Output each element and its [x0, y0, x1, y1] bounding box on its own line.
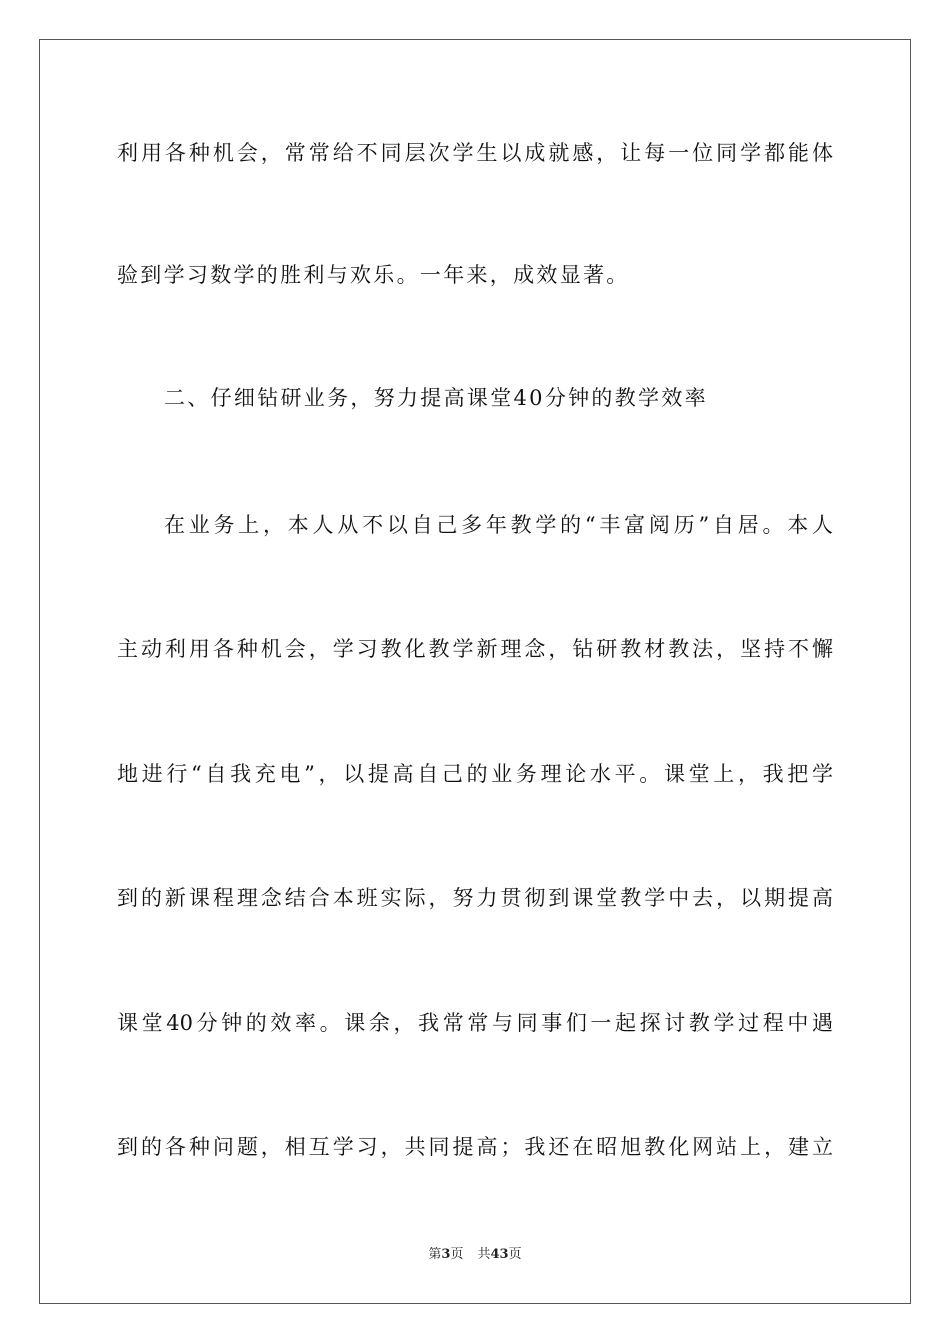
- page-footer: [0, 1246, 950, 1264]
- page-suffix: 页: [450, 1247, 464, 1262]
- total-suffix: 页: [508, 1247, 522, 1262]
- body-line-5: 主动利用各种机会，学习教化教学新理念，钻研教材教法，坚持不懈: [117, 637, 833, 661]
- body-line-8: 课堂40分钟的效率。课余，我常常与同事们一起探讨教学过程中遇: [117, 1011, 833, 1035]
- body-line-9: 到的各种问题，相互学习，共同提高；我还在昭旭教化网站上，建立: [117, 1135, 833, 1159]
- body-line-2: 验到学习数学的胜利与欢乐。一年来，成效显著。: [117, 263, 630, 287]
- body-line-6: 地进行“自我充电”，以提高自己的业务理论水平。课堂上，我把学: [117, 762, 833, 786]
- body-line-7: 到的新课程理念结合本班实际，努力贯彻到课堂教学中去，以期提高: [117, 886, 833, 910]
- page-border: [39, 39, 911, 1304]
- section-heading: 二、仔细钻研业务，努力提高课堂40分钟的教学效率: [164, 386, 708, 410]
- body-line-4: 在业务上，本人从不以自己多年教学的“丰富阅历”自居。本人: [164, 513, 833, 537]
- body-line-1: 利用各种机会，常常给不同层次学生以成就感，让每一位同学都能体: [117, 141, 833, 165]
- page-number: 3: [441, 1247, 451, 1262]
- total-pages: 43: [490, 1247, 509, 1262]
- total-prefix: 共: [477, 1247, 491, 1262]
- page-prefix: 第: [428, 1247, 442, 1262]
